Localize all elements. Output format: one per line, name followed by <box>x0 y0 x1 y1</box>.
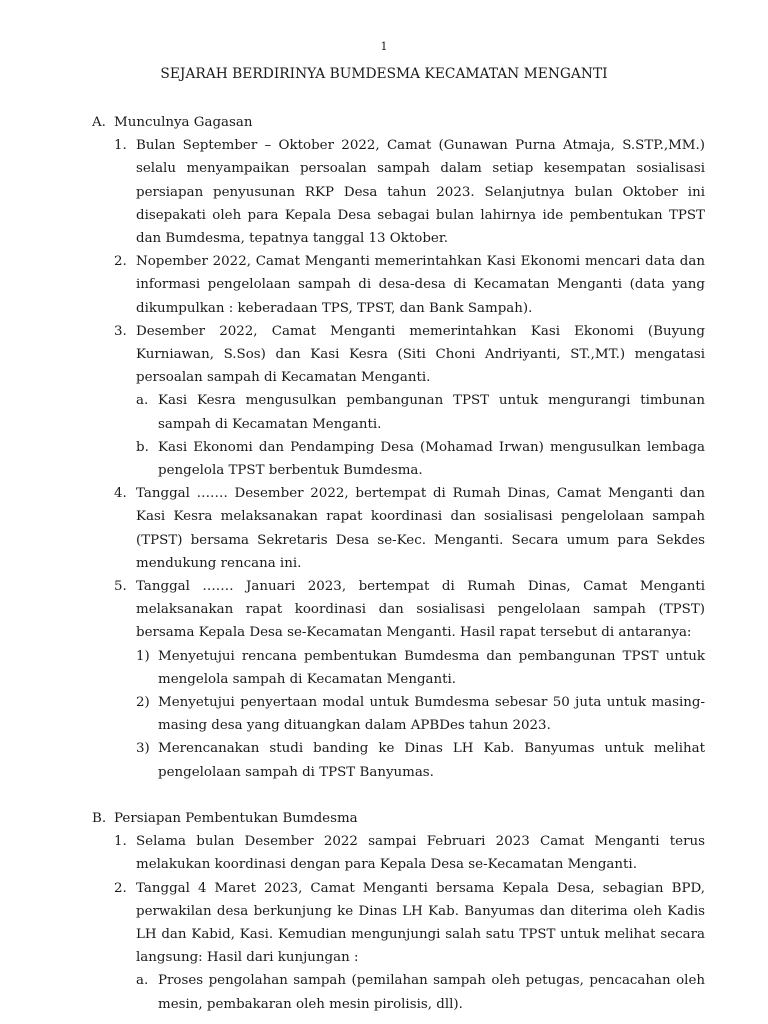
sub-item-marker: 1) <box>136 648 150 664</box>
item-text: Tanggal 4 Maret 2023, Camat Menganti bersama Kepala Desa, sebagian BPD, perwakilan desa berkunjung ke Dinas LH Kab. Banyumas dan diterima oleh Kadis LH dan Kabid, Kasi. Kemudian mengunjungi salah satu TPST untuk melihat secara langsung: Hasil dari kunjungan : <box>136 880 705 966</box>
sub-item-text: Menyetujui rencana pembentukan Bumdesma dan pembangunan TPST untuk mengelola sampah di Kecamatan Menganti. <box>158 648 705 687</box>
item-text: Selama bulan Desember 2022 sampai Februari 2023 Camat Menganti terus melakukan koordinasi dengan para Kepala Desa se-Kecamatan Menganti. <box>136 834 705 873</box>
sub-list <box>136 969 705 1015</box>
list-item <box>114 320 705 482</box>
section-title: Munculnya Gagasan <box>114 115 253 130</box>
list-item <box>114 134 705 250</box>
item-text: Tanggal ……. Januari 2023, bertempat di Rumah Dinas, Camat Menganti melaksanakan rapat koordinasi dan sosialisasi pengelolaan sampah (TPST) bersama Kepala Desa se-Kecamatan Menganti. Hasil rapat tersebut di antaranya: <box>136 579 705 641</box>
sub-item <box>136 969 705 1015</box>
list-item <box>114 482 705 575</box>
sub-item-marker: 2) <box>136 695 150 711</box>
item-number: 1. <box>114 834 127 850</box>
list-item <box>114 250 705 320</box>
sub-list <box>136 389 705 482</box>
sub-item-marker: b. <box>136 439 149 455</box>
section-b <box>92 807 705 1016</box>
sub-item <box>136 737 705 783</box>
item-number: 1. <box>114 138 127 154</box>
section-heading <box>92 807 705 830</box>
item-number: 2. <box>114 880 127 896</box>
section-heading <box>92 111 705 134</box>
item-text: Tanggal ……. Desember 2022, bertempat di Rumah Dinas, Camat Menganti dan Kasi Kesra melaksanakan rapat koordinasi dan sosialisasi pengelolaan sampah (TPST) bersama Sekretaris Desa se-Kec. Menganti. Secara umum para Sekdes mendukung rencana ini. <box>136 486 705 571</box>
section-letter: A. <box>92 115 106 130</box>
sub-item-marker: 3) <box>136 741 150 757</box>
item-number: 2. <box>114 254 127 270</box>
item-number: 5. <box>114 579 127 595</box>
sub-list <box>136 645 705 784</box>
page-number: 1 <box>380 40 388 53</box>
list-item <box>114 575 705 784</box>
sub-item <box>136 436 705 482</box>
section-letter: B. <box>92 810 107 826</box>
document-body <box>92 111 705 1016</box>
sub-item-marker: a. <box>136 973 149 989</box>
sub-item <box>136 389 705 435</box>
item-text: Nopember 2022, Camat Menganti memerintahkan Kasi Ekonomi mencari data dan informasi pengelolaan sampah di desa-desa di Kecamatan Menganti (data yang dikumpulkan : keberadaan TPS, TPST, dan Bank Sampah). <box>136 254 705 316</box>
sub-item-text: Kasi Ekonomi dan Pendamping Desa (Mohamad Irwan) mengusulkan lembaga pengelola TPST berbentuk Bumdesma. <box>158 439 705 479</box>
list-item <box>114 830 705 876</box>
sub-item <box>136 645 705 691</box>
section-title: Persiapan Pembentukan Bumdesma <box>114 810 358 826</box>
document-title: SEJARAH BERDIRINYA BUMDESMA KECAMATAN MENGANTI <box>160 66 608 82</box>
sub-item-text: Menyetujui penyertaan modal untuk Bumdesma sebesar 50 juta untuk masing-masing desa yang dituangkan dalam APBDes tahun 2023. <box>158 695 705 734</box>
section-a <box>92 111 705 784</box>
sub-item-text: Merencanakan studi banding ke Dinas LH Kab. Banyumas untuk melihat pengelolaan sampah di TPST Banyumas. <box>158 741 705 780</box>
sub-item-text: Kasi Kesra mengusulkan pembangunan TPST untuk mengurangi timbunan sampah di Kecamatan Menganti. <box>158 393 705 432</box>
item-number: 4. <box>114 486 127 502</box>
item-number: 3. <box>114 323 127 339</box>
sub-item-text: Proses pengolahan sampah (pemilahan sampah oleh petugas, pencacahan oleh mesin, pembakaran oleh mesin pirolisis, dll). <box>158 973 705 1012</box>
item-text: Bulan September – Oktober 2022, Camat (Gunawan Purna Atmaja, S.STP.,MM.) selalu menyampaikan persoalan sampah dalam setiap kesempatan sosialisasi persiapan penyusunan RKP Desa tahun 2023. Selanjutnya bulan Oktober ini disepakati oleh para Kepala Desa sebagai bulan lahirnya ide pembentukan TPST dan Bumdesma, tepatnya tanggal 13 Oktober. <box>136 138 705 247</box>
list-item <box>114 877 705 1016</box>
sub-item <box>136 691 705 737</box>
item-text: Desember 2022, Camat Menganti memerintahkan Kasi Ekonomi (Buyung Kurniawan, S.Sos) dan Kasi Kesra (Siti Choni Andriyanti, ST.,MT.) mengatasi persoalan sampah di Kecamatan Menganti. <box>136 323 705 386</box>
sub-item-marker: a. <box>136 393 149 409</box>
